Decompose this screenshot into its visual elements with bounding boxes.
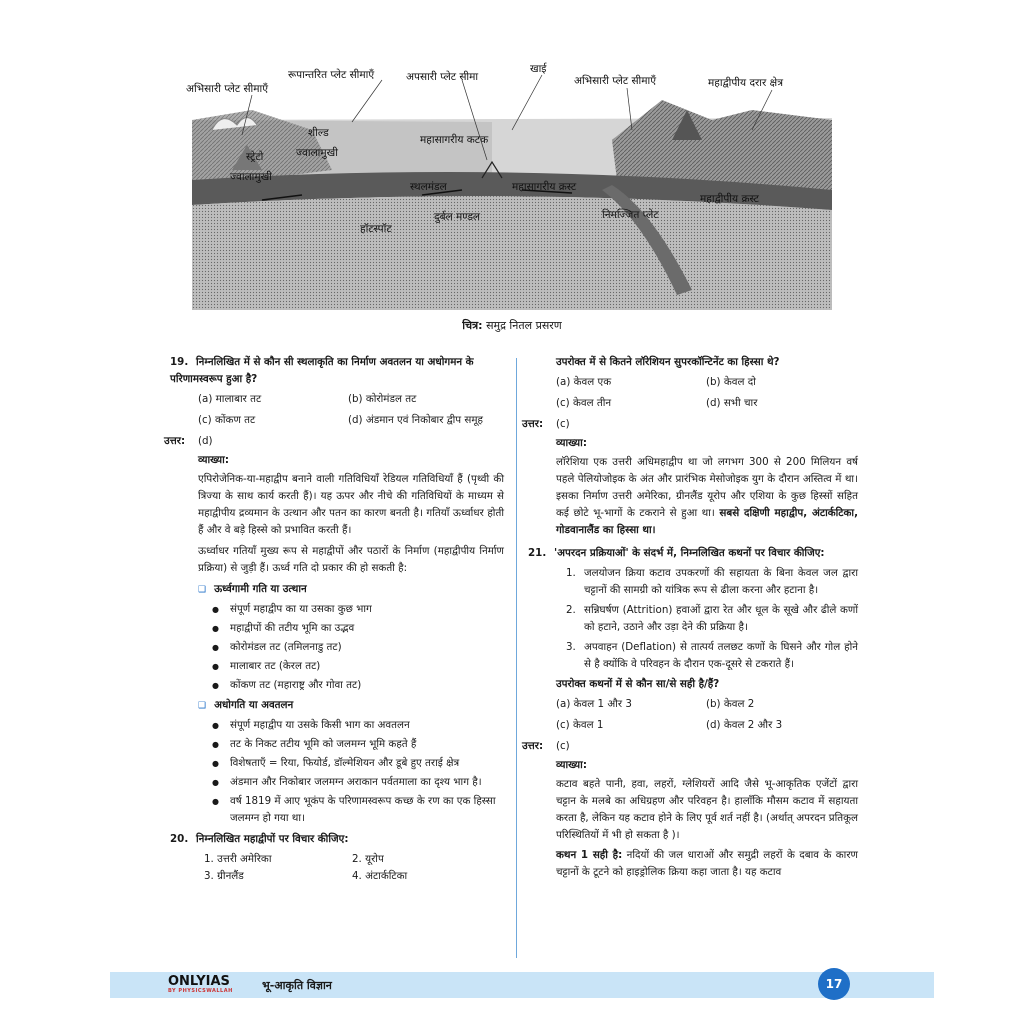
list-item: ● संपूर्ण महाद्वीप या उसके किसी भाग का अवतलन <box>230 717 504 734</box>
label-rift: महाद्वीपीय दरार क्षेत्र <box>708 77 783 89</box>
statement-item <box>566 639 858 673</box>
q19-subheading-uplift: ❑ ऊर्ध्वगामी गति या उत्थान <box>198 581 504 599</box>
question-19 <box>170 354 504 388</box>
label-ocean-ridge: महासागरीय कटक <box>420 134 489 146</box>
list-item: ● कोरोमंडल तट (तमिलनाडु तट) <box>230 639 504 656</box>
label-continental-crust: महाद्वीपीय क्रस्ट <box>700 193 759 205</box>
q20-option-d: (d) सभी चार <box>706 397 758 409</box>
q19-text: निम्नलिखित में से कौन सी स्थलाकृति का निर्माण अवतलन या अधोगमन के परिणामस्वरूप हुआ है? <box>170 356 474 385</box>
q19-option-b: (b) कोरोमंडल तट <box>348 393 417 405</box>
q20-number: 20. <box>170 833 189 845</box>
right-column <box>522 354 858 881</box>
question-20 <box>170 831 504 848</box>
q19-option-d: (d) अंडमान एवं निकोबार द्वीप समूह <box>348 414 484 426</box>
q21-explanation-heading: व्याख्या: <box>556 759 587 771</box>
caption-prefix: चित्र: <box>462 319 483 332</box>
q19-options <box>198 391 504 429</box>
q19-option-c: (c) कोंकण तट <box>198 414 256 426</box>
q20-option-b: (b) केवल दो <box>706 376 756 388</box>
statement-number: 2. <box>566 604 576 616</box>
figure-caption <box>0 318 1024 333</box>
q21-para-2 <box>556 847 858 881</box>
q19-para-1: एपिरोजेनिक-या-महाद्वीप बनाने वाली गतिविधियाँ रेडियल गतिविधियाँ हैं (पृथ्वी की त्रिज्या के साथ कार्य करती हैं)। यह ऊपर और नीचे की गतिविधियों के माध्यम से महाद्वीपीय द्रव्यमान के उत्थान और पतन का कारण बनती है। गतियाँ ऊर्ध्वाधर होती हैं और वे बड़े हिस्से को प्रभावित करती हैं। <box>198 473 504 536</box>
q21-option-a: (a) केवल 1 और 3 <box>556 698 632 710</box>
column-divider <box>516 358 517 958</box>
list-item: ● मालाबार तट (केरल तट) <box>230 658 504 675</box>
question-21 <box>528 545 858 562</box>
q20-answer-label: उत्तर: <box>522 418 544 430</box>
q20-answer-value: (c) <box>556 418 570 430</box>
label-convergent-right: अभिसारी प्लेट सीमाएँ <box>574 75 657 87</box>
q21-answer <box>522 738 858 755</box>
footer-bar <box>110 972 934 998</box>
label-divergent: अपसारी प्लेट सीमा <box>406 71 479 83</box>
label-lithosphere: स्थलमंडल <box>410 181 447 193</box>
q20-item-4: 4. अंटार्कटिका <box>352 870 408 882</box>
q21-para-2-bold: कथन 1 सही है: <box>556 849 623 861</box>
statement-item <box>566 602 858 636</box>
q20-continuation: उपरोक्त में से कितने लॉरेशियन सुपरकॉन्टिनेंट का हिस्सा थे? <box>556 356 780 368</box>
q21-answer-label: उत्तर: <box>522 740 544 752</box>
label-subducting-plate: निमज्जित प्लेट <box>602 209 659 221</box>
left-column <box>164 354 504 885</box>
q21-answer-value: (c) <box>556 740 570 752</box>
q20-explanation-heading: व्याख्या: <box>556 437 587 449</box>
q20-para-1-text: लॉरेशिया एक उत्तरी अधिमहाद्वीप था जो लगभग 300 से 200 मिलियन वर्ष पहले पेलियोजोइक के अंत और प्रारंभिक मेसोजोइक युग के दौरान अस्तित्व में था। इसका निर्माण उत्तरी अमेरिका, ग्रीनलैंड यूरोप और एशिया के कुछ हिस्सों सहित कई छोटे भू-भागों के टकराने से हुआ था। <box>556 456 858 519</box>
caption-text: समुद्र नितल प्रसरण <box>486 319 562 332</box>
statement-number: 1. <box>566 567 576 579</box>
q20-option-a: (a) केवल एक <box>556 376 612 388</box>
label-shield: शील्ड <box>308 127 329 139</box>
q19-option-a: (a) मालाबार तट <box>198 393 262 405</box>
q21-number: 21. <box>528 547 547 559</box>
q19-answer-label: उत्तर: <box>164 435 186 447</box>
label-asthenosphere: दुर्बल मण्डल <box>434 211 481 223</box>
list-item: ● तट के निकट तटीय भूमि को जलमग्न भूमि कहते हैं <box>230 736 504 753</box>
q21-text: 'अपरदन प्रक्रियाओं' के संदर्भ में, निम्नलिखित कथनों पर विचार कीजिए: <box>554 547 825 559</box>
subject-title: भू-आकृति विज्ञान <box>262 979 332 992</box>
statement-text: सन्निघर्षण (Attrition) हवाओं द्वारा रेत और धूल के सूखे और ढीले कणों को हटाने, उठाने और उड़ा देने की प्रक्रिया है। <box>584 604 858 633</box>
label-volcano-1: ज्वालामुखी <box>296 147 338 159</box>
seafloor-spreading-figure <box>186 60 832 310</box>
q19-answer <box>164 433 504 450</box>
list-item: ● संपूर्ण महाद्वीप का या उसका कुछ भाग <box>230 601 504 618</box>
list-item: ● वर्ष 1819 में आए भूकंप के परिणामस्वरूप कच्छ के रण का एक हिस्सा जलमग्न हो गया था। <box>230 793 504 827</box>
logo-main: ONLYIAS <box>168 974 230 989</box>
statement-text: अपवाहन (Deflation) से तात्पर्य तलछट कणों के घिसने और गोल होने से है क्योंकि वे परिवहन के दौरान एक-दूसरे से टकराते हैं। <box>584 641 858 670</box>
label-volcano-2: ज्वालामुखी <box>230 171 272 183</box>
q19-para-2: ऊर्ध्वाधर गतियाँ मुख्य रूप से महाद्वीपों और पठारों के निर्माण (महाद्वीपीय निर्माण प्रक्रिया) से जुड़ी हैं। ऊर्ध्व गति दो प्रकार की हो सकती है: <box>198 545 504 574</box>
label-trench: खाई <box>530 63 547 75</box>
page-number: 17 <box>818 968 850 1000</box>
brand-logo <box>168 974 233 994</box>
q21-para-2-text: नदियों की जल धाराओं और समुद्री लहरों के दबाव के कारण चट्टानों के टूटने को हाइड्रोलिक क्रिया कहा जाता है। यह कटाव <box>556 849 858 878</box>
q20-item-1: 1. उत्तरी अमेरिका <box>204 853 272 865</box>
statement-text: जलयोजन क्रिया कटाव उपकरणों की सहायता के बिना केवल जल द्वारा चट्टानों की सामग्री को यांत्रिक रूप से ढीला करना और हटाना है। <box>584 567 858 596</box>
statement-item <box>566 565 858 599</box>
list-item: ● महाद्वीपों की तटीय भूमि का उद्भव <box>230 620 504 637</box>
label-transform: रूपान्तरित प्लेट सीमाएँ <box>288 69 375 81</box>
q19-number: 19. <box>170 356 189 368</box>
q20-option-c: (c) केवल तीन <box>556 397 612 409</box>
q21-statements <box>528 565 858 673</box>
q21-options <box>556 696 858 734</box>
q21-para-1: कटाव बहते पानी, हवा, लहरों, ग्लेशियरों आदि जैसे भू-आकृतिक एजेंटों द्वारा चट्टान के मलबे का अधिग्रहण और परिवहन है। हालाँकि मौसम कटाव में सहायता करता है, लेकिन यह कटाव होने के लिए पूर्व शर्त नहीं है। (अर्थात् अपरदन प्रतिकूल परिस्थितियों में भी हो सकता है )। <box>556 778 858 841</box>
q19-subheading-subsidence: ❑ अधोगति या अवतलन <box>198 697 504 715</box>
statement-number: 3. <box>566 641 576 653</box>
list-item: ● कोंकण तट (महाराष्ट्र और गोवा तट) <box>230 677 504 694</box>
q20-item-3: 3. ग्रीनलैंड <box>204 870 244 882</box>
label-hotspot: हॉटस्पॉट <box>360 223 392 235</box>
q19-uplift-list <box>170 601 504 694</box>
logo-sub: BY PHYSICSWALLAH <box>168 988 233 994</box>
q20-answer <box>522 416 858 433</box>
q21-option-c: (c) केवल 1 <box>556 719 604 731</box>
label-strato: स्ट्रेटो <box>246 151 264 163</box>
q20-text: निम्नलिखित महाद्वीपों पर विचार कीजिए: <box>196 833 349 845</box>
list-item: ● अंडमान और निकोबार जलमग्न अराकान पर्वतमाला का दृश्य भाग है। <box>230 774 504 791</box>
q20-para-1-bold: सबसे दक्षिणी महाद्वीप, अंटार्कटिका, गोडवानालैंड का हिस्सा था। <box>556 507 858 536</box>
q20-para-1 <box>556 454 858 539</box>
q20-item-2: 2. यूरोप <box>352 853 384 865</box>
q21-option-d: (d) केवल 2 और 3 <box>706 719 783 731</box>
label-oceanic-crust: महासागरीय क्रस्ट <box>512 181 577 193</box>
q20-items <box>204 851 504 885</box>
q20-options <box>556 374 858 412</box>
label-convergent-left: अभिसारी प्लेट सीमाएँ <box>186 83 269 95</box>
q21-question: उपरोक्त कथनों में से कौन सा/से सही है/हैं? <box>556 678 720 690</box>
q21-option-b: (b) केवल 2 <box>706 698 755 710</box>
list-item: ● विशेषताएँ = रिया, फियोर्ड, डॉल्मेशियन और डूबे हुए तराई क्षेत्र <box>230 755 504 772</box>
q19-explanation-heading: व्याख्या: <box>198 454 229 466</box>
q19-subsidence-list <box>170 717 504 827</box>
q19-answer-value: (d) <box>198 435 213 447</box>
